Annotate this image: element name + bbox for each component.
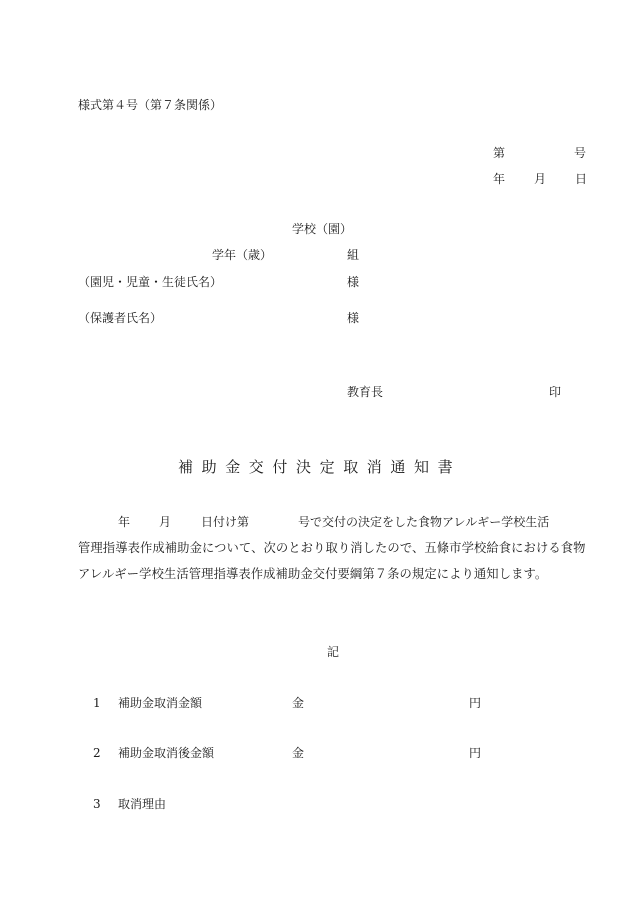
item-2-kin: 金 bbox=[292, 746, 305, 760]
item-1-number: 1 bbox=[93, 696, 101, 710]
item-1-yen: 円 bbox=[469, 696, 482, 710]
guardian-name-label: （保護者氏名） bbox=[78, 311, 163, 325]
student-name-label: （園児・児童・生徒氏名） bbox=[78, 275, 223, 289]
body-paragraph: 管理指導表作成補助金について、次のとおり取り消したので、五條市学校給食における食物アレルギー学校生活管理指導表作成補助金交付要綱第７条の規定により通知します。 bbox=[78, 541, 586, 581]
body-date-dai: 日付け第 bbox=[201, 515, 250, 529]
body-text-line1: 号で交付の決定をした食物アレルギー学校生活 bbox=[298, 515, 550, 529]
item-2-label: 補助金取消後金額 bbox=[118, 746, 215, 760]
body-month: 月 bbox=[159, 515, 172, 529]
guardian-sama: 様 bbox=[347, 311, 360, 325]
date-month: 月 bbox=[534, 172, 547, 186]
recipient-class: 組 bbox=[347, 248, 360, 262]
recipient-school: 学校（園） bbox=[292, 222, 353, 236]
ref-go: 号 bbox=[574, 146, 587, 160]
item-3-label: 取消理由 bbox=[118, 797, 167, 811]
item-1-label: 補助金取消金額 bbox=[118, 696, 203, 710]
ref-dai: 第 bbox=[493, 146, 506, 160]
date-year: 年 bbox=[493, 172, 506, 186]
item-2-number: 2 bbox=[93, 746, 101, 760]
seal-mark: 印 bbox=[549, 385, 562, 399]
form-label: 様式第４号（第７条関係） bbox=[78, 98, 223, 112]
recipient-grade: 学年（歳） bbox=[212, 248, 273, 262]
item-2-yen: 円 bbox=[469, 746, 482, 760]
date-day: 日 bbox=[575, 172, 588, 186]
sender-title: 教育長 bbox=[347, 385, 384, 399]
student-sama: 様 bbox=[347, 275, 360, 289]
item-3-number: 3 bbox=[93, 797, 101, 811]
item-1-kin: 金 bbox=[292, 696, 305, 710]
body-year: 年 bbox=[118, 515, 131, 529]
document-title: 補助金交付決定取消通知書 bbox=[178, 458, 462, 476]
ki-heading: 記 bbox=[327, 645, 340, 659]
